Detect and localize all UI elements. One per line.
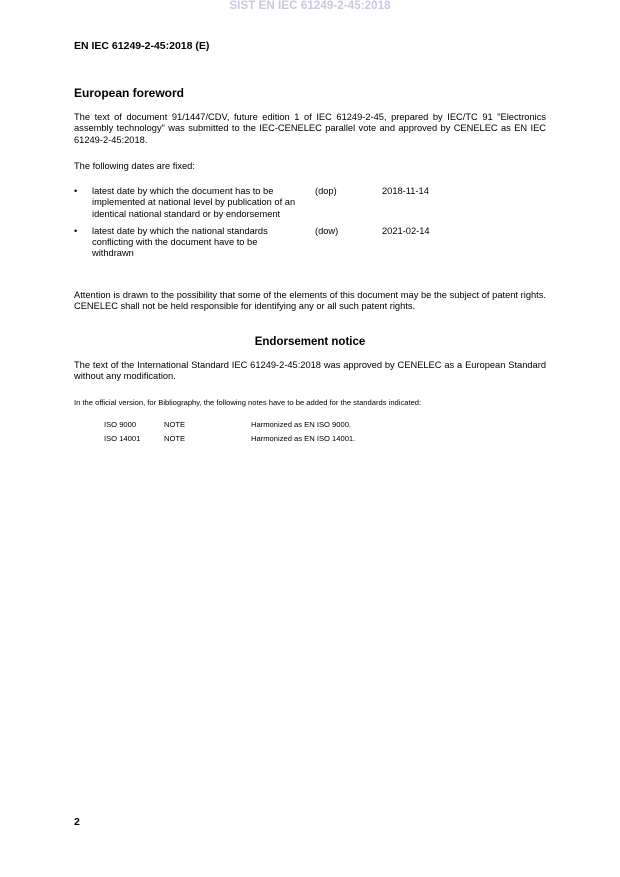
- note-standard: ISO 14001: [104, 434, 141, 443]
- bibliography-notes: [104, 418, 504, 446]
- foreword-heading: European foreword: [74, 86, 185, 100]
- date-description: latest date by which the national standards conflicting with the document have to be withdrawn: [92, 225, 268, 259]
- note-text: Harmonized as EN ISO 14001.: [251, 434, 356, 443]
- document-id-header: EN IEC 61249-2-45:2018 (E): [74, 40, 210, 52]
- list-item: [74, 226, 546, 260]
- endorsement-paragraph-2: In the official version, for Bibliography, the following notes have to be added for the standards indicated:: [74, 398, 422, 407]
- foreword-paragraph-1: The text of document 91/1447/CDV, future edition 1 of IEC 61249-2-45, prepared by IEC/TC 91 "Electronics assembly technology" was submitted to the IEC-CENELEC parallel vote and approved by CENELEC as EN IEC 61249-2-45:2018.: [74, 112, 546, 145]
- page-number: 2: [74, 816, 80, 828]
- foreword-paragraph-3: Attention is drawn to the possibility that some of the elements of this document may be the subject of patent rights. CENELEC shall not be held responsible for identifying any or all such patent rights.: [74, 290, 546, 312]
- date-value: 2021-02-14: [382, 225, 430, 236]
- watermark: SIST EN IEC 61249-2-45:2018: [229, 0, 391, 12]
- note-row: [104, 432, 504, 446]
- endorsement-paragraph-1: The text of the International Standard IEC 61249-2-45:2018 was approved by CENELEC as a European Standard without any modification.: [74, 360, 546, 382]
- bullet-icon: •: [74, 186, 78, 196]
- note-text: Harmonized as EN ISO 9000.: [251, 420, 352, 429]
- list-item: [74, 186, 546, 220]
- endorsement-heading: Endorsement notice: [254, 336, 366, 348]
- date-code: (dop): [315, 186, 337, 196]
- date-description: latest date by which the document has to be implemented at national level by publication of an identical national standard or by endorsement: [92, 186, 296, 219]
- bullet-icon: •: [74, 225, 78, 236]
- note-label: NOTE: [164, 420, 186, 429]
- date-value: 2018-11-14: [382, 186, 429, 196]
- dates-list: [74, 186, 546, 266]
- foreword-paragraph-2: The following dates are fixed:: [74, 161, 195, 171]
- note-row: [104, 418, 504, 432]
- note-label: NOTE: [164, 434, 186, 443]
- note-standard: ISO 9000: [104, 420, 137, 429]
- date-code: (dow): [315, 225, 339, 236]
